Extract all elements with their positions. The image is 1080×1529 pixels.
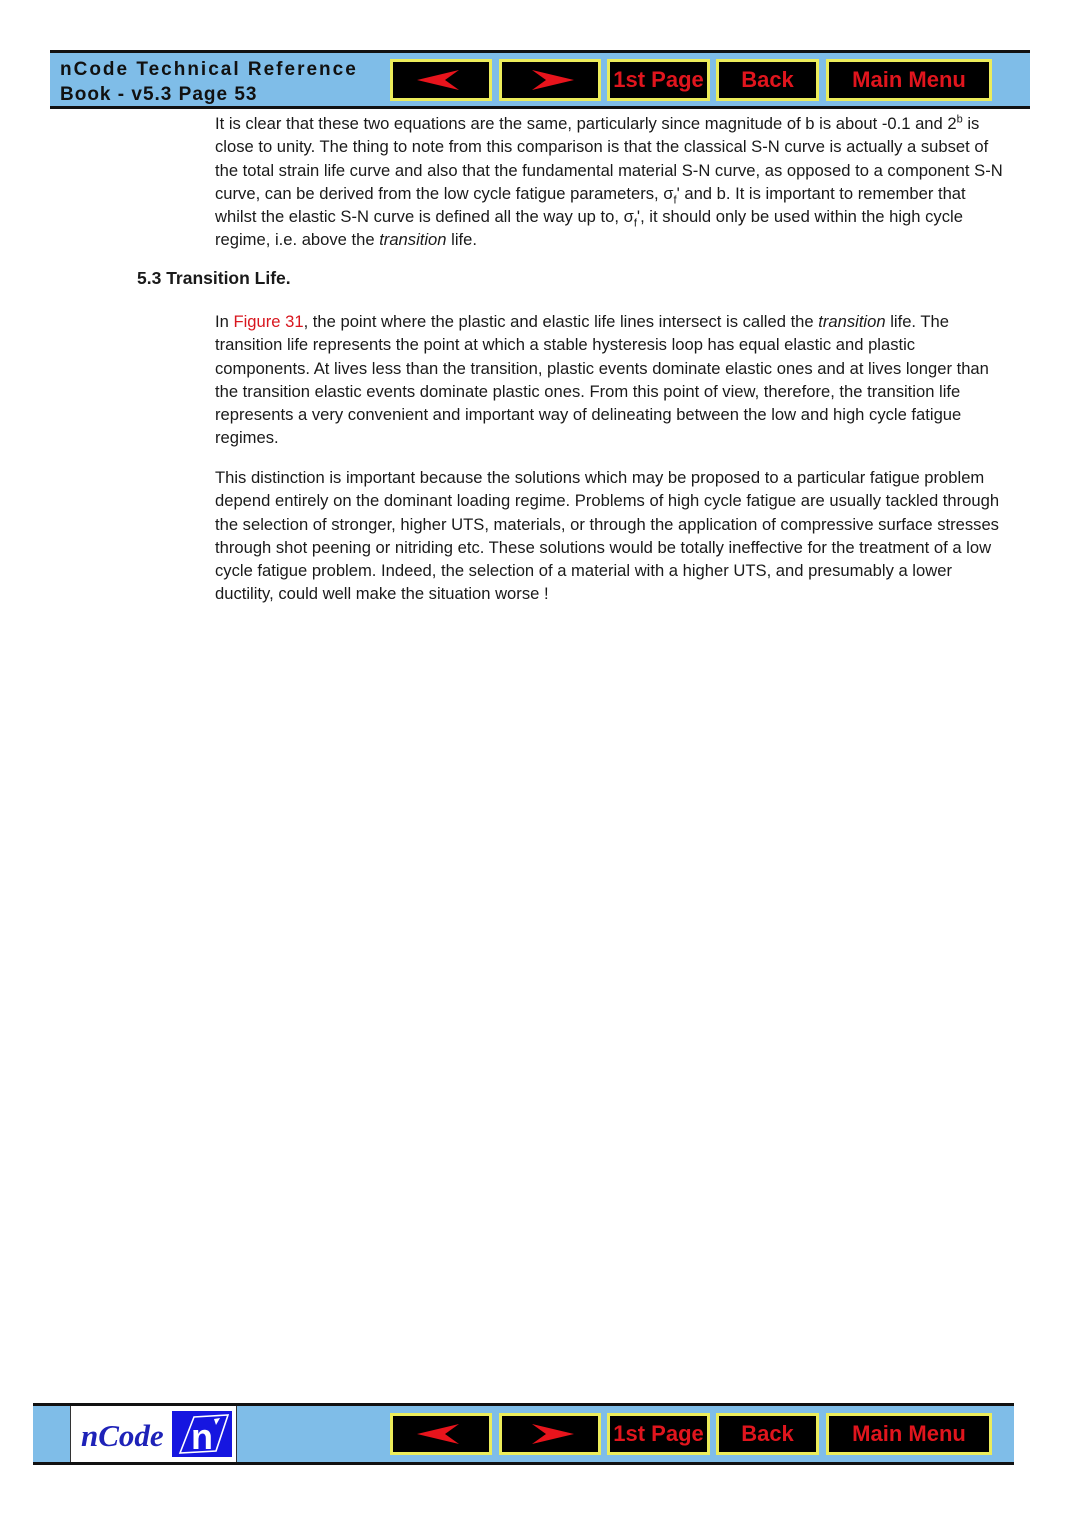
main-menu-button[interactable]: Main Menu (826, 1413, 992, 1455)
title-line-2: Book - v5.3 Page 53 (60, 84, 258, 105)
logo-mark-icon (172, 1411, 232, 1457)
subscript: f (633, 217, 637, 230)
paragraph-2 (215, 310, 1010, 450)
figure-31-link[interactable]: Figure 31 (233, 312, 304, 331)
text: , the point where the plastic and elastic life lines intersect is called the (303, 312, 819, 331)
text: It is clear that these two equations are the same, particularly since magnitude of b is about -0.1 and 2 (215, 114, 957, 133)
prev-page-button[interactable] (390, 59, 492, 101)
paragraph-1 (215, 112, 1010, 252)
title-line-1: nCode Technical Reference (60, 59, 358, 80)
superscript: b (956, 113, 963, 126)
text: is close to unity. The thing to note from this comparison is that the classical S-N curve is actually a subset of the total strain life curve and also that the fundamental material S-N curve, as opposed to a component S-N curve, can be derived from the low cycle fatigue parameters, (215, 114, 1003, 203)
back-button[interactable]: Back (716, 1413, 819, 1455)
text: life. (446, 230, 477, 250)
left-arrow-icon (415, 69, 467, 91)
page-title (60, 57, 358, 107)
first-page-button[interactable]: 1st Page (607, 1413, 710, 1455)
first-page-button[interactable]: 1st Page (607, 59, 710, 101)
text: ', it should only be used within the high cycle regime, i.e. above the (215, 207, 963, 250)
right-arrow-icon (524, 1423, 576, 1445)
sigma-symbol: σ (623, 207, 634, 227)
text: In (215, 312, 234, 331)
right-arrow-icon (524, 69, 576, 91)
logo-text: nCode (81, 1418, 164, 1453)
subscript: f (673, 194, 677, 207)
prev-page-button[interactable] (390, 1413, 492, 1455)
text: life. The transition life represents the point at which a stable hysteresis loop has equal elastic and plastic components. At lives less than the transition, plastic events dominate elastic ones and at lives longer than the transition elastic events dominate plastic ones. From this point of view, therefore, the transition life represents a very convenient and important way of delineating between the low and high cycle fatigue regimes. (215, 312, 989, 448)
section-heading: 5.3 Transition Life. (137, 268, 291, 288)
text: ' and b. It is important to remember that whilst the elastic S-N curve is defined all the way up to, (215, 183, 966, 227)
back-button[interactable]: Back (716, 59, 819, 101)
emphasis: transition (379, 230, 447, 250)
main-menu-button[interactable]: Main Menu (826, 59, 992, 101)
next-page-button[interactable] (499, 1413, 601, 1455)
svg-text:n: n (191, 1416, 213, 1457)
footer-bar (33, 1403, 1014, 1465)
left-arrow-icon (415, 1423, 467, 1445)
ncode-logo (70, 1406, 237, 1462)
paragraph-3-text: This distinction is important because the solutions which may be proposed to a particular fatigue problem depend entirely on the dominant loading regime. Problems of high cycle fatigue are usually tackled through the selection of stronger, higher UTS, materials, or through the application of compressive surface stresses through shot peening or nitriding etc. These solutions would be totally ineffective for the treatment of a low cycle fatigue problem. Indeed, the selection of a material with a higher UTS, and presumably a lower ductility, could well make the situation worse ! (215, 468, 1000, 604)
next-page-button[interactable] (499, 59, 601, 101)
emphasis: transition (818, 312, 886, 331)
header-bar (50, 50, 1030, 109)
paragraph-3 (215, 466, 1010, 606)
sigma-symbol: σ (663, 183, 674, 203)
